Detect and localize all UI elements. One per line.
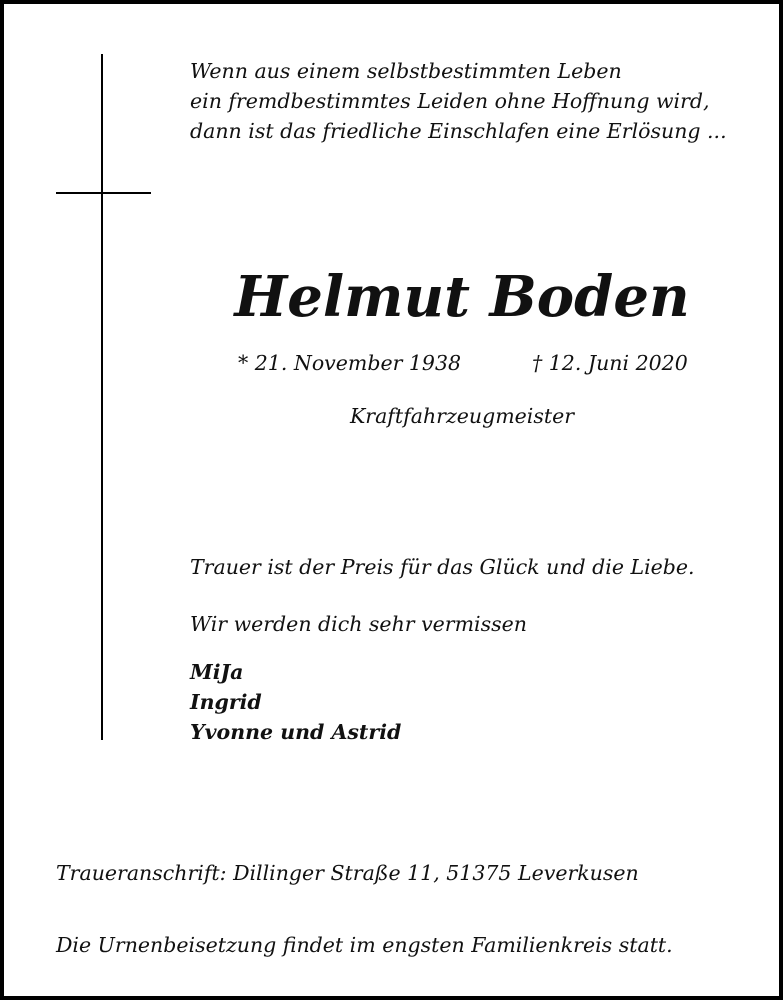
funeral-note: Die Urnenbeisetzung findet im engsten Familienkreis statt.	[56, 933, 673, 957]
quote-line: Wenn aus einem selbstbestimmten Leben	[190, 59, 622, 83]
mourner-name: Yvonne und Astrid	[190, 720, 402, 744]
mourners-list	[190, 657, 401, 747]
mourning-address: Traueranschrift: Dillinger Straße 11, 51375 Leverkusen	[56, 861, 639, 885]
deceased-name: Helmut Boden	[234, 264, 690, 330]
profession: Kraftfahrzeugmeister	[349, 404, 575, 428]
cross-vertical-bar	[101, 54, 103, 740]
mourner-name: MiJa	[190, 660, 244, 684]
death-date: † 12. Juni 2020	[532, 351, 688, 375]
opening-quote	[190, 56, 727, 146]
quote-line: dann ist das friedliche Einschlafen eine Erlösung ...	[190, 119, 727, 143]
sentiment-line: Trauer ist der Preis für das Glück und die Liebe.	[190, 555, 695, 579]
quote-line: ein fremdbestimmtes Leiden ohne Hoffnung wird,	[190, 89, 710, 113]
mourner-name: Ingrid	[190, 690, 262, 714]
cross-horizontal-bar	[56, 192, 151, 194]
birth-date: * 21. November 1938	[238, 351, 462, 375]
closing-line: Wir werden dich sehr vermissen	[190, 612, 527, 636]
